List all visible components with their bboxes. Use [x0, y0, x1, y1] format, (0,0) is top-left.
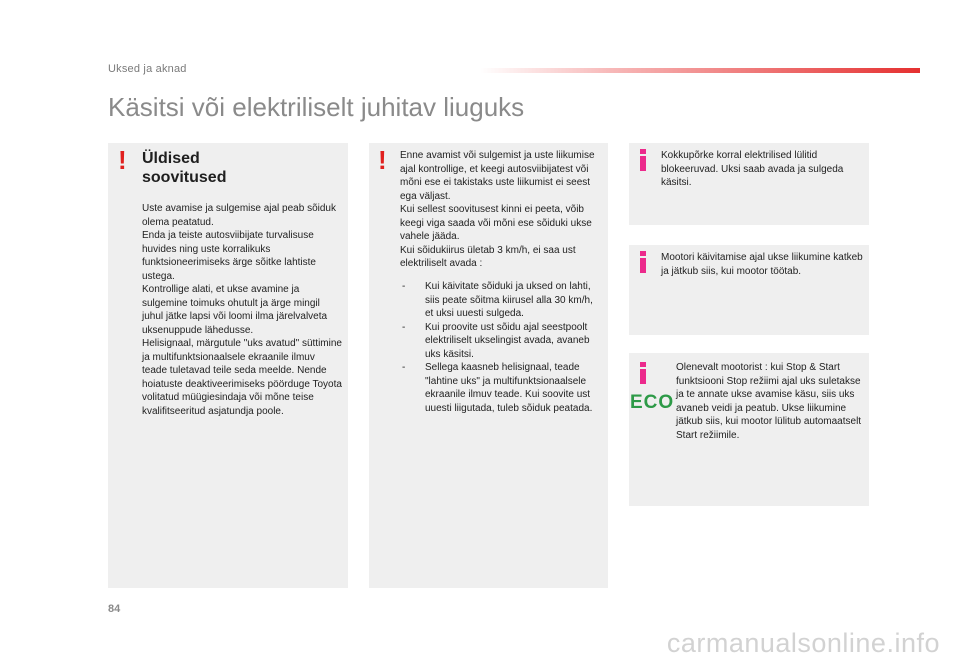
header-accent-bar	[480, 68, 920, 73]
info-icon	[639, 251, 647, 273]
warning-list	[400, 280, 600, 415]
info-icon	[639, 362, 647, 384]
info-text-stop-start: Olenevalt mootorist : kui Stop & Start funktsiooni Stop režiimi ajal uks suletakse ja te annate ukse avamise käsu, siis uks avaneb veidi ja peatub. Ukse liikumine jätkub siis, kui mootor lülitub automaatselt Start režiimile.	[676, 362, 862, 441]
list-item: - Kui käivitate sõiduki ja uksed on lahti, siis peate sõitma kiirusel alla 30 km/h, et uksi uuesti sulgeda.	[402, 281, 593, 319]
panel-heading: Üldised soovitused	[142, 150, 227, 186]
info-text-collision: Kokkupõrke korral elektrilised lülitid blokeeruvad. Uksi saab avada ja sulgeda käsitsi.	[661, 150, 844, 188]
info-box-collision	[629, 143, 869, 225]
section-label: Uksed ja aknad	[108, 63, 187, 75]
warning-icon: !	[118, 145, 127, 175]
list-item: - Kui proovite ust sõidu ajal seestpoolt elektriliselt ukselingist avada, avaneb uks käsitsi.	[402, 321, 590, 360]
info-icon	[639, 149, 647, 171]
page-title: Käsitsi või elektriliselt juhitav liuguks	[108, 92, 525, 122]
page-number: 84	[108, 603, 121, 615]
info-box-engine-start	[629, 245, 869, 335]
list-item: - Sellega kaasneb helisignaal, teade "lahtine uks" ja multifunktsionaalsele ekraanile ilmuv teade. Kui soovite ust uuesti liigutada, tuleb sõiduk peatada.	[402, 362, 593, 414]
info-box-stop-start	[629, 353, 869, 506]
watermark: carmanualsonline.info	[666, 628, 940, 658]
info-text-engine-start: Mootori käivitamise ajal ukse liikumine katkeb ja jätkub siis, kui mootor töötab.	[661, 252, 863, 277]
general-recommendations-text: Uste avamise ja sulgemise ajal peab sõiduk olema peatatud. Enda ja teiste autosviibijate turvalisuse huvides ning uste korralikuks funktsioneerimiseks ärge sõitke lahtiste ustega. Kontrollige alati, et ukse avamine ja sulgemine toimuks ohutult ja ärge mingil juhul jätke lapsi või loomi ilma järelvalveta uksenuppude lähedusse. Helisignaal, märgutule "uks avatud" süttimine ja multifunktsionaalsele ekraanile ilmuv teade tuletavad teile seda meelde. Nende hoiatuste deaktiveerimiseks pöörduge Toyota volitatud müügiesindaja või mõne teise kvalifitseeritud asjatundja poole.	[142, 203, 342, 417]
warning-text: Enne avamist või sulgemist ja uste liikumise ajal kontrollige, et keegi autosviibijatest või mõni ese ei takistaks uste liikumist ei seest ega väljast. Kui sellest soovitusest kinni ei peeta, võib keegi viga saada või mõni ese sõiduki ukse vahele jääda. Kui sõidukiirus ületab 3 km/h, ei saa ust elektriliselt avada :	[400, 150, 595, 269]
door-movement-warning-panel	[369, 143, 608, 588]
warning-icon: !	[378, 145, 387, 175]
eco-icon: ECO	[630, 392, 675, 413]
general-recommendations-panel	[108, 143, 348, 588]
